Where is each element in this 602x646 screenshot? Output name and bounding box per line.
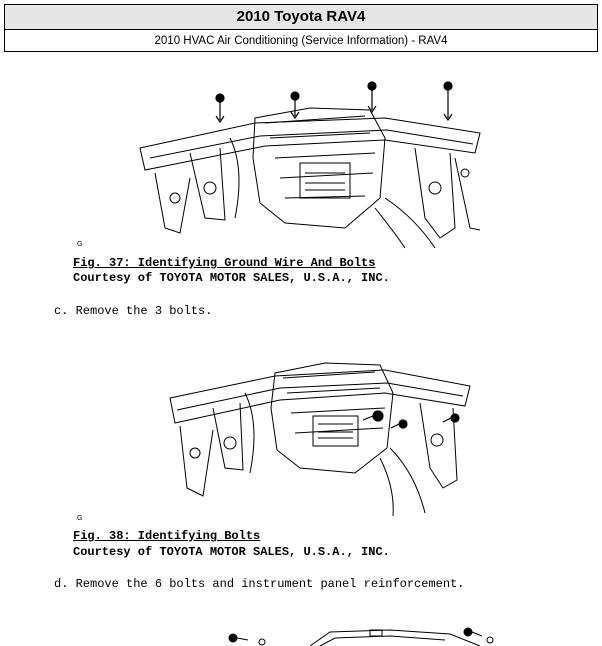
- fig-38-courtesy: Courtesy of TOYOTA MOTOR SALES, U.S.A., INC.: [73, 545, 390, 559]
- document-subtitle: 2010 HVAC Air Conditioning (Service Information) - RAV4: [154, 35, 448, 47]
- step-c: c. Remove the 3 bolts.: [54, 304, 213, 318]
- fig-37-illustration: [135, 78, 490, 250]
- document-header: [4, 4, 598, 52]
- fig-38-code: G: [77, 515, 83, 522]
- fig-38-illustration: [165, 348, 475, 518]
- fig-38-caption: Fig. 38: Identifying Bolts: [73, 529, 261, 543]
- document-title: 2010 Toyota RAV4: [5, 5, 597, 30]
- step-d: d. Remove the 6 bolts and instrument panel reinforcement.: [54, 577, 465, 591]
- fig-37-courtesy: Courtesy of TOYOTA MOTOR SALES, U.S.A., INC.: [73, 271, 390, 285]
- fig-39-illustration-partial: [220, 624, 500, 646]
- fig-37-code: G: [77, 241, 83, 248]
- fig-37-caption: Fig. 37: Identifying Ground Wire And Bolts: [73, 256, 376, 270]
